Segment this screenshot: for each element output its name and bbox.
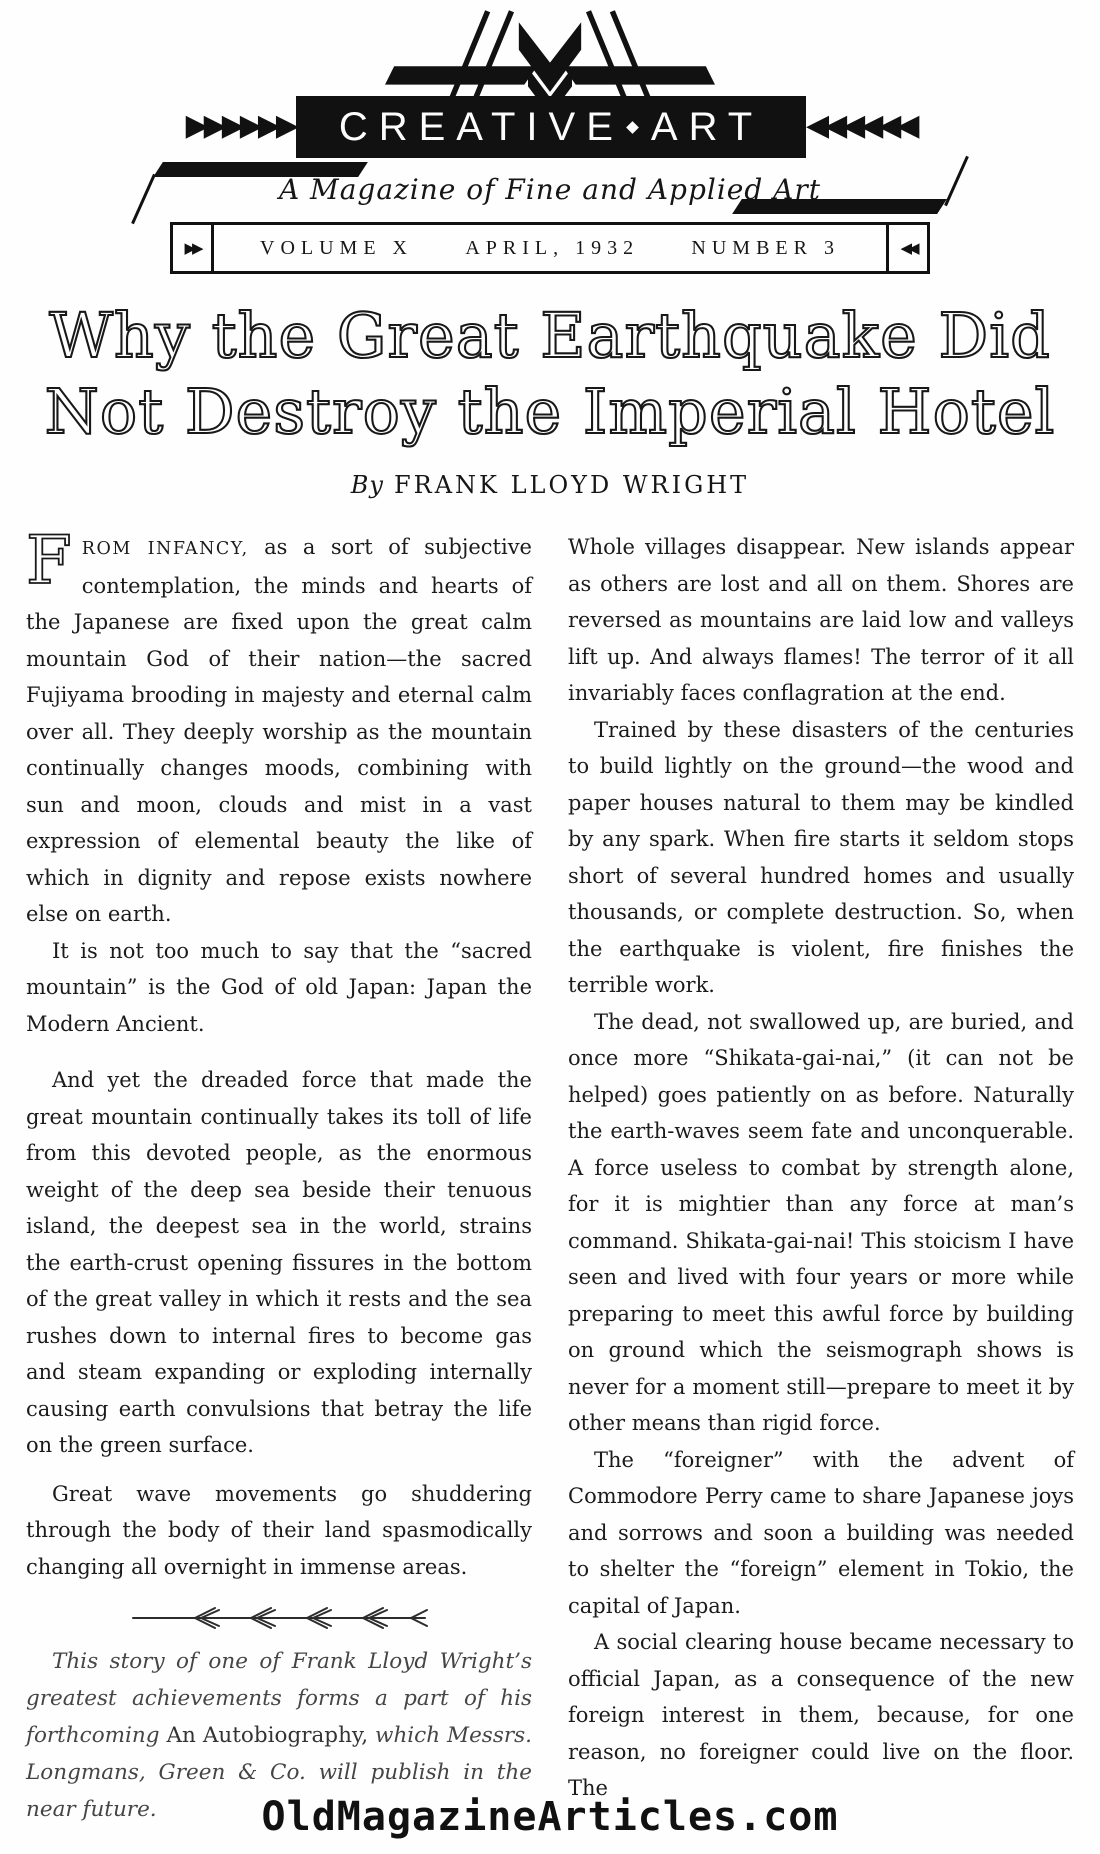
article-body xyxy=(0,522,1100,1828)
article-headline xyxy=(0,298,1100,449)
magazine-title-word2: ART xyxy=(650,105,764,149)
volume-endcap-left-icon: ▶▶ xyxy=(170,222,214,274)
headline-line2: Not Destroy the Imperial Hotel xyxy=(44,374,1056,448)
banner-row xyxy=(170,96,930,158)
volume-box xyxy=(214,222,886,274)
volume-endcap-right-icon: ◀◀ xyxy=(886,222,930,274)
paragraph: And yet the dreaded force that made the great mountain continually takes its toll of life from this devoted people, as the enormous weight of the deep sea beside their tenuous island, the deepest sea in the world, strains the earth-crust opening fissures in the bottom of the great valley in which it rests and the sea rushes down to internal fires to become gas and steam expanding or exploding internally causing earth convulsions that betray the life on the green surface. xyxy=(26,1068,532,1458)
tagline-ribbon xyxy=(170,160,930,218)
volume-label: VOLUME X xyxy=(260,236,413,259)
magazine-title-banner xyxy=(296,96,806,158)
drop-cap: F xyxy=(26,522,72,600)
ribbon-tail-left-icon xyxy=(131,174,156,225)
paragraph: Trained by these disasters of the centuries to build lightly on the ground—the wood and paper houses natural to them may be kindled by any spark. When fire starts it seldom stops short of several hundred homes and usually thousands, or complete destruction. So, when the earthquake is violent, fire finishes the terrible work. xyxy=(568,717,1074,998)
left-column xyxy=(26,522,533,1828)
masthead xyxy=(170,0,930,274)
magazine-title-word1: CREATIVE xyxy=(338,105,624,149)
arrow-feather-divider-icon xyxy=(26,1601,532,1635)
paragraph-text: as a sort of subjective contemplation, the minds and hearts of the Japanese are fixed upon the great calm mountain God of their nation—the sacred Fujiyama brooding in majesty and eternal calm over all. They deeply worship as the mountain continually changes moods, combining with sun and moon, clouds and mist in a vast expression of elemental beauty the like of which in dignity and repose exists nowhere else on earth. xyxy=(26,535,532,927)
lead-smallcaps: ROM INFANCY, xyxy=(81,539,249,560)
volume-bar xyxy=(170,222,930,274)
paragraph xyxy=(26,522,532,933)
paragraph: Whole villages disappear. New islands appear as others are lost and all on them. Shores are reversed as mountains are laid low and valleys lift up. And always flames! The terror of it all invariably faces conflagration at the end. xyxy=(568,535,1074,706)
magazine-tagline: A Magazine of Fine and Applied Art xyxy=(278,172,822,206)
triangle-frieze-right-icon: ◀◀◀◀◀◀ xyxy=(806,108,915,143)
note-part1: This story of one of Frank Lloyd Wright’s greatest achievements forms a part of his forthcoming xyxy=(26,1649,532,1749)
magazine-title xyxy=(339,107,763,147)
ribbon-tail-right-icon xyxy=(944,156,969,207)
diamond-separator-icon xyxy=(626,121,639,134)
paragraph: Great wave movements go shuddering through the body of their land spasmodically changing all overnight in immense areas. xyxy=(26,1481,532,1579)
note-book-title: An Autobiography, xyxy=(166,1723,369,1749)
paragraph: The “foreigner” with the advent of Commodore Perry came to share Japanese joys and sorrows and soon a building was needed to shelter the “foreign” element in Tokio, the capital of Japan. xyxy=(568,1447,1074,1618)
note-part3: which Messrs. Longmans, Green & Co. will publish in the near future. xyxy=(26,1723,533,1823)
paragraph: The dead, not swallowed up, are buried, and once more “Shikata-gai-nai,” (it can not be helped) goes patiently on as before. Naturally the earth-waves seem fate and unconquerable. A force useless to combat by strength alone, for it is mightier than any force at man’s command. Shikata-gai-nai! This stoicism I have seen and lived with four years or more while preparing to meet this awful force by building on ground which the seismograph shows is never for a moment still—prepare to meet it by other means than rigid force. xyxy=(568,1009,1074,1436)
byline-author: FRANK LLOYD WRIGHT xyxy=(393,471,750,500)
paragraph: It is not too much to say that the “sacred mountain” is the God of old Japan: Japan the Modern Ancient. xyxy=(26,938,532,1036)
number-label: NUMBER 3 xyxy=(691,236,840,259)
footer-watermark: OldMagazineArticles.com xyxy=(261,1794,839,1840)
right-column xyxy=(568,529,1074,1828)
byline xyxy=(0,471,1100,499)
paragraph: A social clearing house became necessary to official Japan, as a consequence of the new foreign interest in them, because, for one reason, no foreigner could live on the floor. The xyxy=(568,1630,1074,1801)
headline-line1: Why the Great Earthquake Did xyxy=(49,299,1051,372)
triangle-frieze-left-icon: ▶▶▶▶▶▶ xyxy=(185,108,294,143)
issue-date: APRIL, 1932 xyxy=(465,236,640,259)
byline-by: By xyxy=(350,471,384,500)
